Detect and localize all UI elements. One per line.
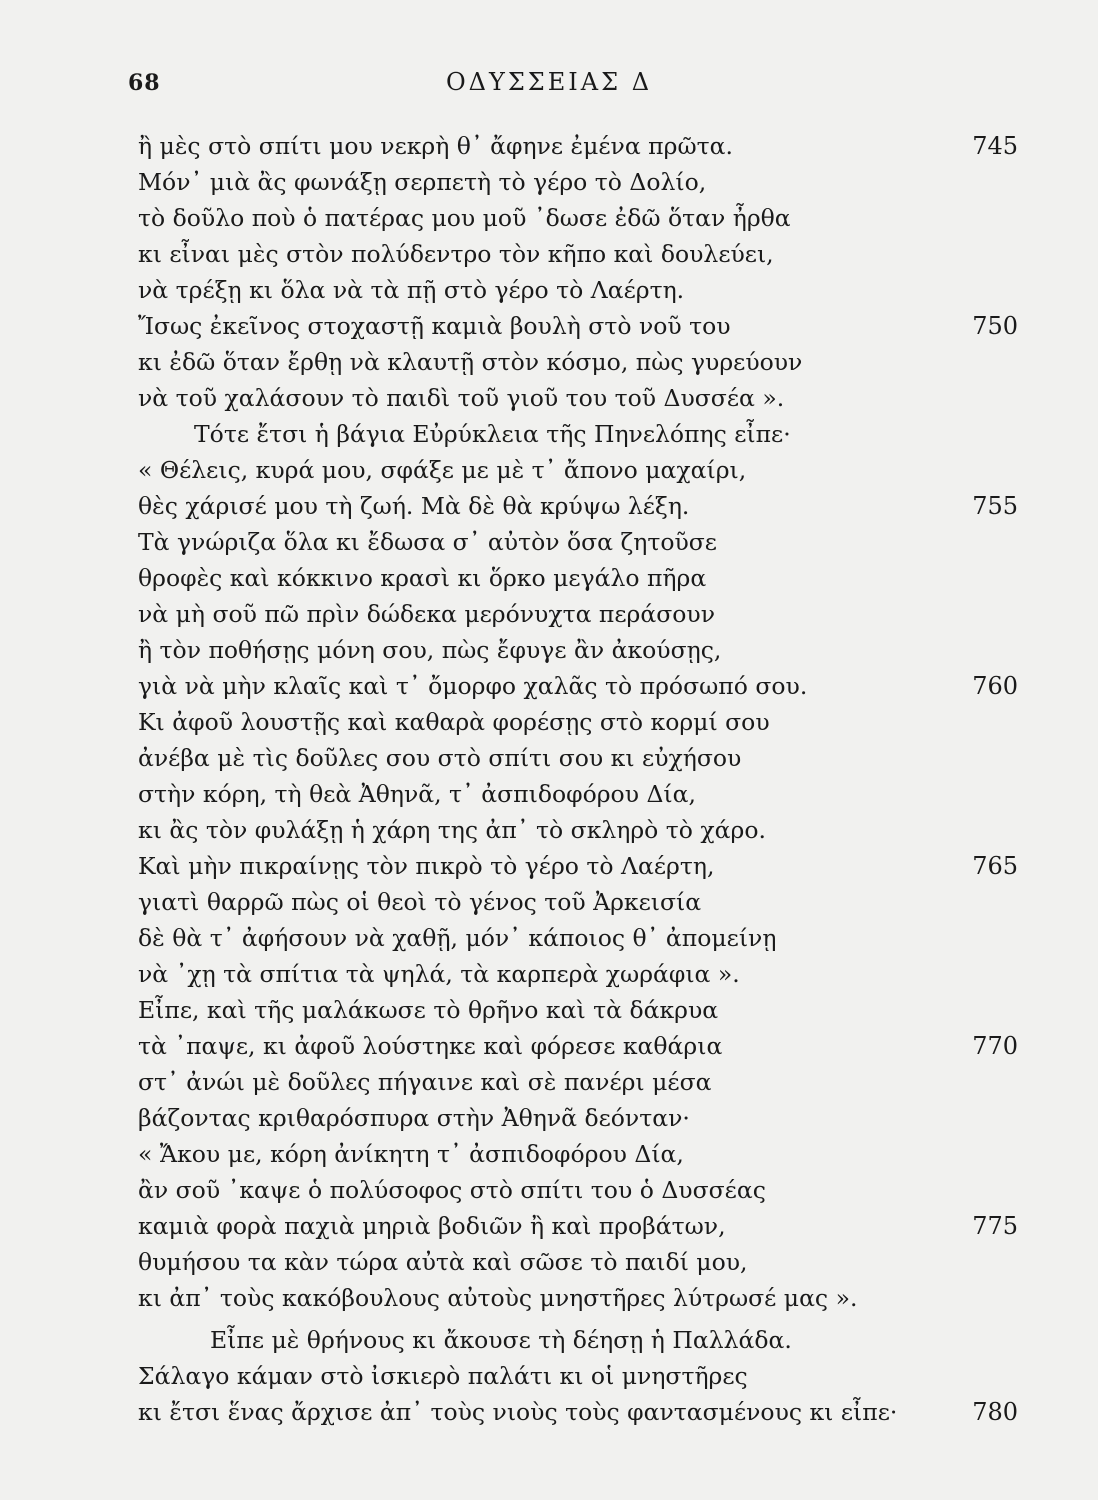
verse-line-text: νὰ μὴ σοῦ πῶ πρὶν δώδεκα μερόνυχτα περάσουν (138, 600, 715, 628)
line-number: 780 (972, 1398, 1018, 1426)
verse-line (138, 1136, 1018, 1172)
verse-line-text: θὲς χάρισέ μου τὴ ζωή. Μὰ δὲ θὰ κρύψω λέξη. (138, 492, 690, 520)
verse-line-text: κι ἂς τὸν φυλάξῃ ἡ χάρη της ἀπ᾽ τὸ σκληρὸ τὸ χάρο. (138, 816, 766, 844)
line-number: 775 (972, 1212, 1018, 1240)
verse-line-text: Σάλαγο κάμαν στὸ ἰσκιερὸ παλάτι κι οἱ μνηστῆρες (138, 1362, 748, 1390)
verse-line-text: ἢ τὸν ποθήσῃς μόνη σου, πὼς ἔφυγε ἂν ἀκούσῃς, (138, 636, 722, 664)
verse-line (138, 524, 1018, 560)
verse-line-text: δὲ θὰ τ᾽ ἀφήσουν νὰ χαθῇ, μόν᾽ κάποιος θ᾽ ἀπομείνῃ (138, 924, 777, 952)
running-title: ΟΔΥΣΣΕΙΑΣ Δ (445, 68, 653, 96)
verse-line (138, 1028, 1018, 1064)
verse-line-text: νὰ τρέξῃ κι ὅλα νὰ τὰ πῇ στὸ γέρο τὸ Λαέρτη. (138, 276, 685, 304)
line-number: 770 (972, 1032, 1018, 1060)
verse-line-text: ἢ μὲς στὸ σπίτι μου νεκρὴ θ᾽ ἄφηνε ἐμένα πρῶτα. (138, 132, 733, 160)
verse-line-text: Εἶπε μὲ θρήνους κι ἄκουσε τὴ δέησῃ ἡ Παλλάδα. (210, 1326, 792, 1354)
verse-line (138, 344, 1018, 380)
verse-line (138, 920, 1018, 956)
verse-line (138, 884, 1018, 920)
verse-line-text: βάζοντας κριθαρόσπυρα στὴν Ἀθηνᾶ δεόνταν· (138, 1104, 690, 1132)
verse-line-text: Τότε ἔτσι ἡ βάγια Εὐρύκλεια τῆς Πηνελόπης εἶπε· (194, 420, 791, 448)
verse-line (138, 1100, 1018, 1136)
verse-line (138, 668, 1018, 704)
verse-line-text: θροφὲς καὶ κόκκινο κρασὶ κι ὅρκο μεγάλο πῆρα (138, 564, 707, 592)
verse-line (138, 164, 1018, 200)
verse-line (138, 1394, 1018, 1430)
verse-line-text: Ἴσως ἐκεῖνος στοχαστῇ καμιὰ βουλὴ στὸ νοῦ του (138, 312, 731, 340)
verse-line (138, 1280, 1018, 1316)
verse-line-text: Καὶ μὴν πικραίνῃς τὸν πικρὸ τὸ γέρο τὸ Λαέρτη, (138, 852, 715, 880)
verse-line-text: κι εἶναι μὲς στὸν πολύδεντρο τὸν κῆπο καὶ δουλεύει, (138, 240, 774, 268)
verse-line-text: θυμήσου τα κὰν τώρα αὐτὰ καὶ σῶσε τὸ παιδί μου, (138, 1248, 748, 1276)
verse-line (138, 1322, 1018, 1358)
verse-line-text: γιατὶ θαρρῶ πὼς οἱ θεοὶ τὸ γένος τοῦ Ἀρκεισία (138, 888, 702, 916)
line-number: 760 (972, 672, 1018, 700)
verse-line (138, 1172, 1018, 1208)
verse-line (138, 416, 1018, 452)
verse-line (138, 596, 1018, 632)
verse-line-text: νὰ τοῦ χαλάσουν τὸ παιδὶ τοῦ γιοῦ του τοῦ Δυσσέα ». (138, 384, 785, 412)
verse-line (138, 812, 1018, 848)
verse-line (138, 308, 1018, 344)
verse-line (138, 560, 1018, 596)
verse-line (138, 452, 1018, 488)
verse-line (138, 128, 1018, 164)
verse-line-text: ἂν σοῦ ᾽καψε ὁ πολύσοφος στὸ σπίτι του ὁ Δυσσέας (138, 1176, 766, 1204)
verse-line (138, 848, 1018, 884)
verse-line-text: στὴν κόρη, τὴ θεὰ Ἀθηνᾶ, τ᾽ ἀσπιδοφόρου Δία, (138, 780, 696, 808)
verse-line-text: κι ἔτσι ἕνας ἄρχισε ἀπ᾽ τοὺς νιοὺς τοὺς φαντασμένους κι εἶπε· (138, 1398, 898, 1426)
verse-line-text: κι ἐδῶ ὅταν ἔρθῃ νὰ κλαυτῇ στὸν κόσμο, πὼς γυρεύουν (138, 348, 803, 376)
verse-line (138, 992, 1018, 1028)
verse-line-text: νὰ ᾽χῃ τὰ σπίτια τὰ ψηλά, τὰ καρπερὰ χωράφια ». (138, 960, 740, 988)
verse-line (138, 488, 1018, 524)
verse-line (138, 740, 1018, 776)
line-number: 755 (972, 492, 1018, 520)
line-number: 765 (972, 852, 1018, 880)
verse-line-text: Εἶπε, καὶ τῆς μαλάκωσε τὸ θρῆνο καὶ τὰ δάκρυα (138, 996, 719, 1024)
verse-line-text: Κι ἀφοῦ λουστῇς καὶ καθαρὰ φορέσῃς στὸ κορμί σου (138, 708, 770, 736)
verse-line-text: κι ἀπ᾽ τοὺς κακόβουλους αὐτοὺς μνηστῆρες λύτρωσέ μας ». (138, 1284, 858, 1312)
verse-line-text: γιὰ νὰ μὴν κλαῖς καὶ τ᾽ ὄμορφο χαλᾶς τὸ πρόσωπό σου. (138, 672, 808, 700)
verse-line (138, 704, 1018, 740)
verse-line (138, 1244, 1018, 1280)
verse-line (138, 1208, 1018, 1244)
verse-line (138, 1358, 1018, 1394)
verse-line-text: « Ἄκου με, κόρη ἀνίκητη τ᾽ ἀσπιδοφόρου Δία, (138, 1140, 684, 1168)
verse-line-text: τὸ δοῦλο ποὺ ὁ πατέρας μου μοῦ ᾽δωσε ἐδῶ ὅταν ἦρθα (138, 204, 791, 232)
verse-line-text: τὰ ᾽παψε, κι ἀφοῦ λούστηκε καὶ φόρεσε καθάρια (138, 1032, 723, 1060)
verse-text (138, 128, 1018, 1430)
line-number: 750 (972, 312, 1018, 340)
verse-line (138, 632, 1018, 668)
verse-line (138, 380, 1018, 416)
verse-line (138, 776, 1018, 812)
page-number: 68 (128, 70, 161, 96)
verse-line (138, 1064, 1018, 1100)
verse-line (138, 200, 1018, 236)
verse-line-text: καμιὰ φορὰ παχιὰ μηριὰ βοδιῶν ἢ καὶ προβάτων, (138, 1212, 726, 1240)
verse-line-text: Μόν᾽ μιὰ ἂς φωνάξῃ σερπετὴ τὸ γέρο τὸ Δολίο, (138, 168, 707, 196)
verse-line (138, 956, 1018, 992)
verse-line-text: στ᾽ ἀνώι μὲ δοῦλες πήγαινε καὶ σὲ πανέρι μέσα (138, 1068, 712, 1096)
verse-line-text: ἀνέβα μὲ τὶς δοῦλες σου στὸ σπίτι σου κι εὐχήσου (138, 744, 742, 772)
verse-line (138, 272, 1018, 308)
verse-line (138, 236, 1018, 272)
verse-line-text: « Θέλεις, κυρά μου, σφάξε με μὲ τ᾽ ἄπονο μαχαίρι, (138, 456, 747, 484)
line-number: 745 (972, 132, 1018, 160)
verse-line-text: Τὰ γνώριζα ὅλα κι ἔδωσα σ᾽ αὐτὸν ὅσα ζητοῦσε (138, 528, 717, 556)
